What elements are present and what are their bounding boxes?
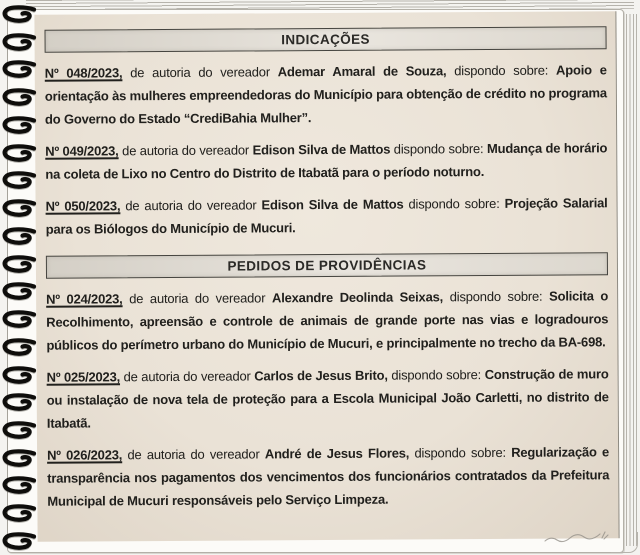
spiral-ring-icon xyxy=(0,199,37,217)
item-number: Nº 024/2023, xyxy=(46,291,123,307)
item-number: Nº 026/2023, xyxy=(47,447,123,463)
spiral-ring-icon xyxy=(0,171,37,189)
spiral-ring-icon xyxy=(0,393,37,411)
spiral-ring-icon xyxy=(0,116,37,134)
spiral-ring-icon xyxy=(0,88,37,106)
item-author: Alexandre Deolinda Seixas, xyxy=(271,289,444,306)
section-title: INDICAÇÕES xyxy=(281,31,370,48)
item-subject: Projeção Salarial para os Biólogos do Município de Mucuri. xyxy=(45,195,608,237)
spiral-ring-icon xyxy=(0,532,37,550)
spiral-ring-icon xyxy=(0,33,37,51)
indication-item-048 xyxy=(45,58,607,130)
item-number: Nº 049/2023, xyxy=(45,143,119,159)
spiral-ring-icon xyxy=(0,255,37,273)
spiral-ring-icon xyxy=(0,282,37,300)
spiral-ring-icon xyxy=(0,421,37,439)
item-author: Carlos de Jesus Brito, xyxy=(254,367,388,384)
item-mid: dispondo sobre: xyxy=(403,195,505,212)
item-mid: dispondo sobre: xyxy=(443,288,550,305)
item-subject: Mudança de horário na coleta de Lixo no Centro do Distrito de Itabatã para o período noturno. xyxy=(45,140,608,182)
spiral-ring-icon xyxy=(0,504,37,522)
spiral-ring-icon xyxy=(0,5,37,23)
item-author: Edison Silva de Mattos xyxy=(252,141,391,158)
section-header-pedidos-de-providencias xyxy=(46,252,608,278)
section-title: PEDIDOS DE PROVIDÊNCIAS xyxy=(227,257,427,274)
page-stack-right-edges xyxy=(626,14,639,546)
item-mid: dispondo sobre: xyxy=(387,367,485,383)
item-subject: Regularização e transparência nos pagamentos dos vencimentos dos funcionários contratados da Prefeitura Municipal de Mucuri responsáveis pelo Serviço Limpeza. xyxy=(47,444,610,509)
item-number: Nº 050/2023, xyxy=(45,198,121,214)
spiral-ring-icon xyxy=(0,144,37,162)
pen-scribble xyxy=(543,530,615,548)
section-header-indicacoes xyxy=(44,26,606,52)
item-lead: de autoria do vereador xyxy=(122,446,265,463)
spiral-ring-icon xyxy=(0,310,37,328)
providence-item-025 xyxy=(47,362,609,434)
item-author: Ademar Amaral de Souza, xyxy=(277,63,447,80)
spiral-ring-icon xyxy=(0,338,37,356)
item-author: André de Jesus Flores, xyxy=(264,445,410,462)
item-lead: de autoria do vereador xyxy=(122,64,278,81)
item-subject: Solicita o Recolhimento, apreensão e controle de animais de grande porte nas vias e logradouros públicos do perímetro urbano do Município de Mucuri, e principalmente no trecho da BA-698. xyxy=(46,288,609,353)
spiral-ring-icon xyxy=(0,227,37,245)
item-mid: dispondo sobre: xyxy=(390,141,488,157)
spiral-binding xyxy=(0,5,40,550)
item-author: Edison Silva de Mattos xyxy=(261,196,404,213)
item-lead: de autoria do vereador xyxy=(120,197,262,214)
indication-item-049 xyxy=(45,136,607,185)
spiral-ring-icon xyxy=(0,476,37,494)
item-mid: dispondo sobre: xyxy=(409,444,512,461)
item-lead: de autoria do vereador xyxy=(119,368,255,385)
item-subject: Construção de muro ou instalação de nova tela de proteção para a Escola Municipal João Carletti, no distrito de Itabatã. xyxy=(46,366,609,431)
spiral-ring-icon xyxy=(0,366,37,384)
providence-item-026 xyxy=(47,440,609,512)
item-lead: de autoria do vereador xyxy=(122,290,273,307)
item-number: Nº 048/2023, xyxy=(44,65,123,81)
providence-item-024 xyxy=(46,284,608,356)
spiral-ring-icon xyxy=(0,449,37,467)
indication-item-050 xyxy=(45,191,607,240)
item-number: Nº 025/2023, xyxy=(46,369,121,385)
item-subject: Apoio e orientação às mulheres empreendedoras do Município para obtenção de crédito no programa do Governo do Estado “CrediBahia Mulher”. xyxy=(44,62,607,127)
spiral-ring-icon xyxy=(0,60,37,78)
item-lead: de autoria do vereador xyxy=(118,142,253,159)
item-mid: dispondo sobre: xyxy=(446,62,557,79)
document-scan xyxy=(34,11,619,542)
